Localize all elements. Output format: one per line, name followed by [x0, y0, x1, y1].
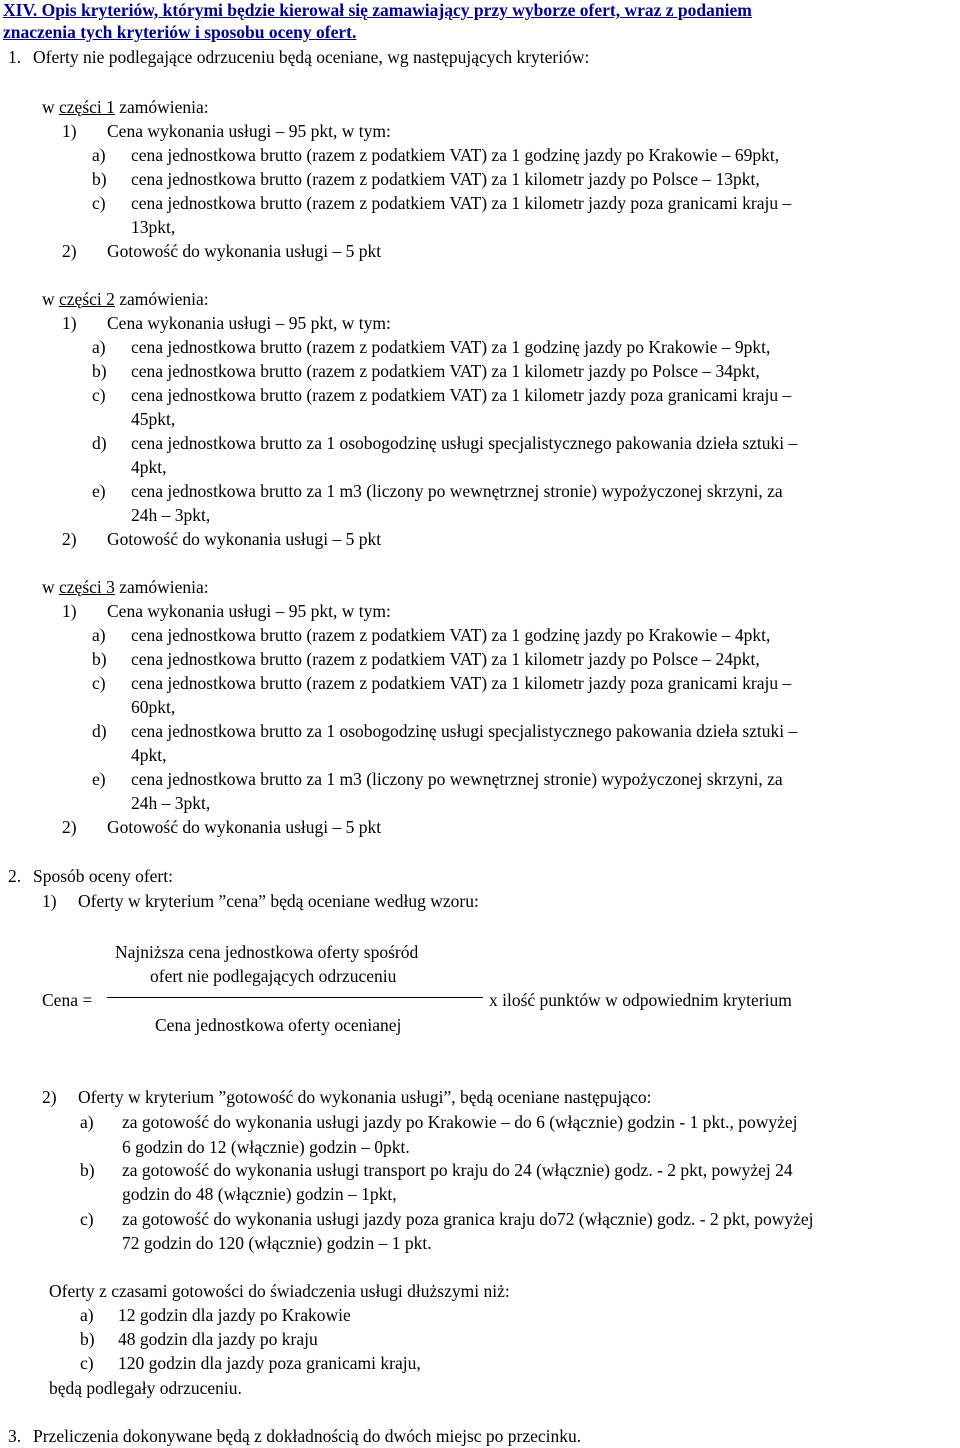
item-text-continued: godzin do 48 (włącznie) godzin – 1pkt, — [122, 1184, 397, 1204]
item-text-continued: 4pkt, — [131, 745, 167, 765]
item-label: a) — [92, 625, 106, 645]
item-label: b) — [92, 169, 107, 189]
criterion-text: Gotowość do wykonania usługi – 5 pkt — [107, 817, 382, 837]
part-heading: w części 2 zamówienia: — [42, 289, 209, 309]
criterion-text: Cena wykonania usługi – 95 pkt, w tym: — [107, 121, 391, 141]
sub-point-number: 2) — [42, 1087, 57, 1107]
item-label: c) — [80, 1209, 94, 1229]
criterion-text: Cena wykonania usługi – 95 pkt, w tym: — [107, 313, 391, 333]
part-link: części 1 — [59, 97, 115, 117]
item-label: c) — [92, 385, 106, 405]
item-text: 120 godzin dla jazdy poza granicami kraju, — [118, 1353, 421, 1373]
criterion-number: 2) — [62, 817, 77, 837]
item-label: b) — [92, 361, 107, 381]
item-label: c) — [80, 1353, 94, 1373]
item-text-continued: 45pkt, — [131, 409, 176, 429]
item-text-continued: 13pkt, — [131, 217, 176, 237]
item-label: a) — [80, 1305, 94, 1325]
formula-numerator-line-1: Najniższa cena jednostkowa oferty spośród — [115, 942, 419, 962]
item-text-continued: 6 godzin do 12 (włącznie) godzin – 0pkt. — [122, 1137, 410, 1157]
item-text: cena jednostkowa brutto za 1 osobogodzinę usługi specjalistycznego pakowania dzieła sztuki – — [131, 433, 798, 453]
formula-numerator-line-2: ofert nie podlegających odrzuceniu — [150, 966, 397, 986]
criterion-number: 2) — [62, 529, 77, 549]
item-label: b) — [92, 649, 107, 669]
item-text: cena jednostkowa brutto (razem z podatkiem VAT) za 1 kilometr jazdy poza granicami kraju – — [131, 673, 792, 693]
point-number: 3. — [8, 1426, 22, 1446]
item-text: cena jednostkowa brutto za 1 m3 (liczony po wewnętrznej stronie) wypożyczonej skrzyni, za — [131, 481, 783, 501]
item-text: cena jednostkowa brutto za 1 m3 (liczony po wewnętrznej stronie) wypożyczonej skrzyni, za — [131, 769, 783, 789]
rejection-end: będą podlegały odrzuceniu. — [49, 1378, 242, 1398]
sub-point-text: Oferty w kryterium ”cena” będą oceniane według wzoru: — [78, 891, 479, 911]
section-heading-line-1: XIV. Opis kryteriów, którymi będzie kierował się zamawiający przy wyborze ofert, wraz z podaniem — [3, 0, 752, 20]
item-label: a) — [92, 145, 106, 165]
point-text: Sposób oceny ofert: — [33, 866, 173, 886]
sub-point-number: 1) — [42, 891, 57, 911]
criterion-text: Gotowość do wykonania usługi – 5 pkt — [107, 529, 382, 549]
criterion-number: 1) — [62, 601, 77, 621]
formula-lhs: Cena = — [42, 990, 93, 1010]
item-text: cena jednostkowa brutto (razem z podatkiem VAT) za 1 kilometr jazdy po Polsce – 13pkt, — [131, 169, 760, 189]
item-label: a) — [80, 1112, 94, 1132]
item-text: cena jednostkowa brutto (razem z podatkiem VAT) za 1 godzinę jazdy po Krakowie – 4pkt, — [131, 625, 771, 645]
criterion-text: Cena wykonania usługi – 95 pkt, w tym: — [107, 601, 391, 621]
item-text-continued: 24h – 3pkt, — [131, 505, 211, 525]
part-link: części 3 — [59, 577, 115, 597]
item-label: b) — [80, 1160, 95, 1180]
item-text: cena jednostkowa brutto (razem z podatkiem VAT) za 1 godzinę jazdy po Krakowie – 9pkt, — [131, 337, 771, 357]
item-label: c) — [92, 193, 106, 213]
criterion-number: 1) — [62, 313, 77, 333]
item-text: cena jednostkowa brutto (razem z podatkiem VAT) za 1 kilometr jazdy poza granicami kraju – — [131, 193, 792, 213]
item-label: c) — [92, 673, 106, 693]
item-text: cena jednostkowa brutto za 1 osobogodzinę usługi specjalistycznego pakowania dzieła sztuki – — [131, 721, 798, 741]
part-heading: w części 3 zamówienia: — [42, 577, 209, 597]
sub-point-text: Oferty w kryterium ”gotowość do wykonania usługi”, będą oceniane następująco: — [78, 1087, 652, 1107]
item-label: e) — [92, 769, 106, 789]
item-label: d) — [92, 721, 107, 741]
formula-rhs: x ilość punktów w odpowiednim kryterium — [489, 990, 792, 1010]
item-text-continued: 4pkt, — [131, 457, 167, 477]
item-text: cena jednostkowa brutto (razem z podatkiem VAT) za 1 kilometr jazdy poza granicami kraju – — [131, 385, 792, 405]
item-text: cena jednostkowa brutto (razem z podatkiem VAT) za 1 kilometr jazdy po Polsce – 24pkt, — [131, 649, 760, 669]
fraction-bar — [107, 997, 483, 998]
item-text: za gotowość do wykonania usługi jazdy poza granica kraju do72 (włącznie) godz. - 2 pkt, powyżej — [122, 1209, 814, 1229]
item-label: e) — [92, 481, 106, 501]
item-text: za gotowość do wykonania usługi jazdy po Krakowie – do 6 (włącznie) godzin - 1 pkt., powyżej — [122, 1112, 798, 1132]
item-text-continued: 24h – 3pkt, — [131, 793, 211, 813]
item-text: cena jednostkowa brutto (razem z podatkiem VAT) za 1 godzinę jazdy po Krakowie – 69pkt, — [131, 145, 780, 165]
item-label: a) — [92, 337, 106, 357]
rejection-intro: Oferty z czasami gotowości do świadczenia usługi dłuższymi niż: — [49, 1281, 510, 1301]
item-text: cena jednostkowa brutto (razem z podatkiem VAT) za 1 kilometr jazdy po Polsce – 34pkt, — [131, 361, 760, 381]
point-number: 1. — [8, 47, 22, 67]
item-text-continued: 60pkt, — [131, 697, 176, 717]
item-text: za gotowość do wykonania usługi transport po kraju do 24 (włącznie) godz. - 2 pkt, powyżej 24 — [122, 1160, 793, 1180]
criterion-number: 1) — [62, 121, 77, 141]
section-heading-line-2: znaczenia tych kryteriów i sposobu oceny ofert. — [3, 22, 357, 42]
item-text: 48 godzin dla jazdy po kraju — [118, 1329, 318, 1349]
point-text: Oferty nie podlegające odrzuceniu będą oceniane, wg następujących kryteriów: — [33, 47, 590, 67]
part-link: części 2 — [59, 289, 115, 309]
criterion-number: 2) — [62, 241, 77, 261]
item-label: d) — [92, 433, 107, 453]
item-label: b) — [80, 1329, 95, 1349]
formula-denominator: Cena jednostkowa oferty ocenianej — [155, 1015, 402, 1035]
point-text: Przeliczenia dokonywane będą z dokładnością do dwóch miejsc po przecinku. — [33, 1426, 582, 1446]
criterion-text: Gotowość do wykonania usługi – 5 pkt — [107, 241, 382, 261]
part-heading: w części 1 zamówienia: — [42, 97, 209, 117]
point-number: 2. — [8, 866, 22, 886]
item-text-continued: 72 godzin do 120 (włącznie) godzin – 1 pkt. — [122, 1233, 432, 1253]
item-text: 12 godzin dla jazdy po Krakowie — [118, 1305, 351, 1325]
